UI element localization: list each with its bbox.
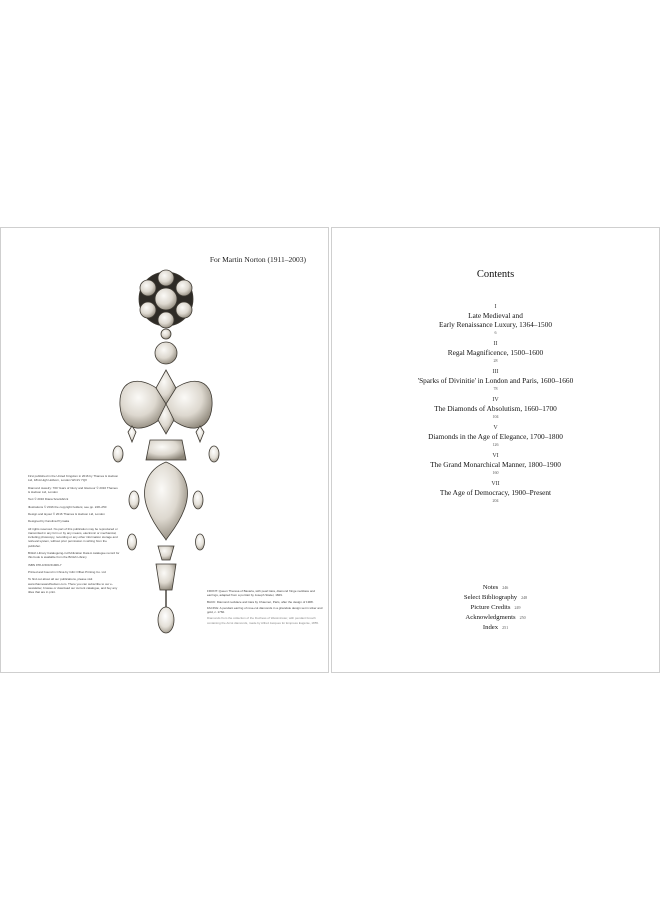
chapter-number: III [492,369,499,375]
caption-line: FRONT: Queen Theresa of Bavaria, with pearl tiara, diamond fringe necklace and earrings, adapted from a portrait by Joseph Stieler, 1829. [207,589,315,598]
imprint-line: Design and layout © 2016 Thames & Hudson Ltd, London [28,511,105,516]
imprint-line: All rights reserved. No part of this publication may be reproduced or transmitted in any form or by any means, electronic or mechanical, including photocopy, recording or any other information storage and retrieval system, without prior permission in writing from the publisher. [28,526,118,548]
chapter-title: 'Sparks of Divinitie' in London and Paris, 1600–1660 [417,376,574,385]
chapter-page: 28 [493,358,498,363]
chapter-page: 160 [492,470,499,475]
dedication: For Martin Norton (1911–2003) [209,255,306,264]
chapter-title: The Age of Democracy, 1900–Present [439,488,552,497]
chapter-number: I [494,304,497,310]
toc-chapter-7[interactable] [332,480,659,504]
chapter-title: Early Renaissance Luxury, 1364–1500 [438,320,552,329]
chapter-title: The Grand Monarchical Manner, 1800–1900 [430,460,561,469]
back-matter-title: Index [482,624,499,631]
back-matter-title: Select Bibliography [463,594,518,601]
imprint-line: Printed and bound in China by C&C Offset Printing Co. Ltd [28,569,106,574]
imprint-line: Illustrations © 2016 the copyright holders; see pp. 248–250 [28,504,107,509]
back-matter-page: 249 [514,605,521,610]
caption-line: Diamonds from the collection of the Duchess of Westminster, with pendant brooch containing the Arcot diamonds, made by Alfred Jacques for Empress Eugénie, 1855. [207,616,319,625]
chapter-page: 126 [492,442,499,447]
book-spread [0,227,660,675]
table-of-contents [332,303,659,508]
chapter-page: 6 [494,330,497,335]
imprint-line: British Library Cataloguing-in-Publication Data A catalogue record for this book is available from the British Library [28,550,120,560]
caption-line: FACING: A pendant earring of rose-cut diamonds in a girandole design set in silver and gold, c. 1760. [207,605,323,615]
left-page [0,227,329,673]
chapter-number: VI [492,453,499,459]
contents-title: Contents [476,269,515,280]
imprint-line: ISBN 978-0-500-51909-7 [28,562,62,567]
toc-chapter-4[interactable] [332,396,659,420]
chapter-title: Diamonds in the Age of Elegance, 1700–1800 [428,432,563,441]
back-matter-title: Picture Credits [470,604,511,611]
chapter-title: Regal Magnificence, 1500–1600 [447,348,544,357]
toc-back-matter-item[interactable] [332,623,659,633]
imprint-line: To find out about all our publications, please visit www.thamesandhudson.com. There you can subscribe to our e-newsletter, browse or download our current catalogue, and buy any titles that are in print. [28,577,118,594]
toc-back-matter-item[interactable] [332,603,659,613]
chapter-title: Late Medieval and [468,311,523,320]
chapter-title: The Diamonds of Absolutism, 1660–1700 [434,404,557,413]
imprint-line: Diamond Jewelry: 700 Years of Glory and Glamour © 2016 Thames & Hudson Ltd, London [28,485,118,494]
toc-back-matter-item[interactable] [332,583,659,593]
toc-chapter-6[interactable] [332,452,659,476]
toc-chapter-3[interactable] [332,368,659,392]
toc-back-matter-item[interactable] [332,593,659,603]
back-matter-page: 250 [519,615,526,620]
right-page [331,227,660,673]
chapter-page: 204 [492,498,499,503]
imprint-line: Designed by Karolina Prymaka [28,519,70,524]
toc-chapter-2[interactable] [332,340,659,364]
chapter-page: 104 [492,414,499,419]
picture-caption [207,589,325,627]
back-matter-page: 251 [502,625,509,630]
diamond-earring-illustration [106,264,226,644]
chapter-number: V [493,425,498,431]
toc-chapter-1[interactable] [332,303,659,336]
imprint-line: Text © 2016 Diana Scarisbrick [28,497,69,502]
toc-back-matter-item[interactable] [332,613,659,623]
chapter-number: II [493,341,498,347]
imprint-line: First published in the United Kingdom in 2016 by Thames & Hudson Ltd, 181A High Holborn, London WC1V 7QX [28,474,119,483]
back-matter-page: 246 [502,585,509,590]
back-matter-page: 248 [521,595,528,600]
chapter-number: VII [491,481,500,487]
back-matter-title: Notes [482,584,499,591]
imprint-block [28,474,120,597]
caption-line: BACK: Diamond necklace and tiara by Chaumet, Paris, after the design of 1908. [207,599,314,604]
toc-chapter-5[interactable] [332,424,659,448]
back-matter-title: Acknowledgments [465,614,516,621]
chapter-page: 78 [493,386,498,391]
back-matter-list [332,583,659,633]
chapter-number: IV [492,397,499,403]
